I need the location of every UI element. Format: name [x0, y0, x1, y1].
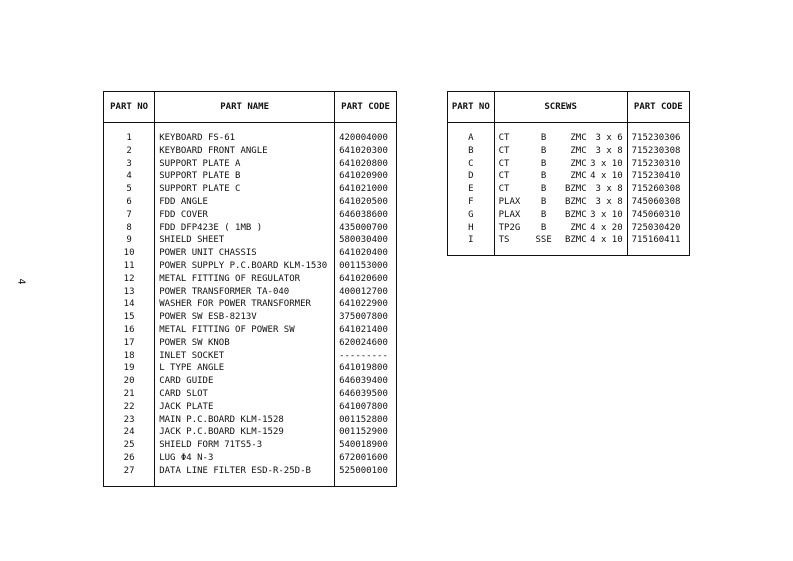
screw-b: B — [540, 171, 547, 182]
parts-table — [103, 91, 397, 487]
screws-table-body — [448, 123, 690, 256]
part-name-cell: POWER SW ESB-8213V — [155, 311, 335, 324]
screw-part-no-cell: E — [468, 184, 474, 195]
part-no-cell: 13 — [123, 286, 135, 297]
part-name-cell: SHIELD SHEET — [155, 234, 335, 247]
part-no-cell: 8 — [126, 222, 132, 233]
part-code-cell: 646038600 — [335, 209, 397, 222]
part-code-cell: 646039500 — [335, 388, 397, 401]
screw-mat: BZMC — [564, 184, 587, 195]
part-no-cell: 25 — [123, 440, 135, 451]
table-row — [104, 234, 397, 247]
part-no-cell: 27 — [123, 465, 135, 476]
part-code-cell: --------- — [335, 350, 397, 363]
screw-spec-cell — [494, 222, 627, 235]
table-row — [448, 234, 690, 255]
table-row — [448, 170, 690, 183]
part-code-cell: 620024600 — [335, 337, 397, 350]
table-row — [104, 145, 397, 158]
part-name-cell: KEYBOARD FS-61 — [155, 123, 335, 145]
screw-spec-cell — [494, 123, 627, 145]
screw-b: B — [540, 145, 547, 156]
part-code-cell: 001152800 — [335, 414, 397, 427]
screw-size: 3 x 10 — [590, 209, 623, 220]
table-row — [104, 298, 397, 311]
screw-b: B — [540, 184, 547, 195]
table-row — [448, 209, 690, 222]
part-code-cell: 641021000 — [335, 183, 397, 196]
part-code-cell: 641020600 — [335, 273, 397, 286]
part-name-cell: JACK P.C.BOARD KLM-1529 — [155, 426, 335, 439]
table-row — [104, 158, 397, 171]
screw-spec-cell — [494, 158, 627, 171]
table-row — [104, 222, 397, 235]
part-no-cell: 23 — [123, 414, 135, 425]
screw-type: CT — [498, 145, 510, 156]
part-code-cell: 641020400 — [335, 247, 397, 260]
part-name-cell: KEYBOARD FRONT ANGLE — [155, 145, 335, 158]
table-row — [104, 286, 397, 299]
screw-size: 4 x 10 — [590, 235, 623, 246]
part-name-cell: FDD COVER — [155, 209, 335, 222]
screw-mat: BZMC — [564, 196, 587, 207]
table-row — [448, 196, 690, 209]
screw-b: SSE — [535, 235, 552, 246]
part-name-cell: FDD ANGLE — [155, 196, 335, 209]
table-row — [104, 260, 397, 273]
table-row — [104, 375, 397, 388]
table-row — [104, 401, 397, 414]
screw-mat: ZMC — [570, 145, 587, 156]
part-name-cell: JACK PLATE — [155, 401, 335, 414]
screw-part-code-cell: 745060308 — [627, 196, 689, 209]
part-no-cell: 18 — [123, 350, 135, 361]
screw-part-code-cell: 715160411 — [627, 234, 689, 255]
part-no-cell: 14 — [123, 299, 135, 310]
screw-part-code-cell: 725030420 — [627, 222, 689, 235]
part-no-cell: 16 — [123, 324, 135, 335]
table-row — [104, 388, 397, 401]
part-no-cell: 17 — [123, 337, 135, 348]
part-name-cell: SUPPORT PLATE C — [155, 183, 335, 196]
screw-mat: ZMC — [570, 133, 587, 143]
screw-type: TS — [498, 235, 510, 246]
header-part-name: PART NAME — [155, 92, 335, 123]
table-row — [448, 145, 690, 158]
screw-size: 4 x 10 — [590, 171, 623, 182]
header-part-code: PART CODE — [627, 92, 689, 123]
table-row — [104, 350, 397, 363]
part-no-cell: 24 — [123, 427, 135, 438]
table-row — [448, 158, 690, 171]
screw-part-no-cell: C — [468, 158, 474, 169]
part-name-cell: CARD SLOT — [155, 388, 335, 401]
screws-header-row — [448, 92, 690, 123]
screw-spec-cell — [494, 145, 627, 158]
part-no-cell: 2 — [126, 145, 132, 156]
part-no-cell: 4 — [126, 171, 132, 182]
screw-size: 3 x 8 — [595, 184, 623, 195]
screw-spec-cell — [494, 234, 627, 255]
part-no-cell: 21 — [123, 388, 135, 399]
header-part-no: PART NO — [104, 92, 155, 123]
part-no-cell: 3 — [126, 158, 132, 169]
part-code-cell: 672001600 — [335, 452, 397, 465]
part-code-cell: 641020300 — [335, 145, 397, 158]
table-row — [104, 123, 397, 145]
part-no-cell: 10 — [123, 248, 135, 259]
part-no-cell: 11 — [123, 260, 135, 271]
part-no-cell: 26 — [123, 452, 135, 463]
part-code-cell: 375007800 — [335, 311, 397, 324]
part-name-cell: L TYPE ANGLE — [155, 362, 335, 375]
part-name-cell: MAIN P.C.BOARD KLM-1528 — [155, 414, 335, 427]
table-row — [104, 414, 397, 427]
screw-size: 4 x 20 — [590, 222, 623, 233]
table-row — [448, 123, 690, 145]
part-code-cell: 001153000 — [335, 260, 397, 273]
part-name-cell: SUPPORT PLATE A — [155, 158, 335, 171]
part-no-cell: 12 — [123, 273, 135, 284]
screw-size: 3 x 10 — [590, 158, 623, 169]
screws-table — [447, 91, 690, 256]
table-row — [104, 183, 397, 196]
part-name-cell: SHIELD FORM 71TS5-3 — [155, 439, 335, 452]
part-name-cell: DATA LINE FILTER ESD-R-25D-B — [155, 465, 335, 486]
table-row — [448, 222, 690, 235]
table-row — [448, 183, 690, 196]
table-row — [104, 439, 397, 452]
part-name-cell: CARD GUIDE — [155, 375, 335, 388]
part-code-cell: 641021400 — [335, 324, 397, 337]
screw-spec-cell — [494, 170, 627, 183]
table-row — [104, 247, 397, 260]
part-code-cell: 641020500 — [335, 196, 397, 209]
part-no-cell: 9 — [126, 235, 132, 246]
screw-part-code-cell: 715230306 — [627, 123, 689, 145]
part-no-cell: 6 — [126, 196, 132, 207]
table-row — [104, 337, 397, 350]
screw-part-code-cell: 715230410 — [627, 170, 689, 183]
part-name-cell: SUPPORT PLATE B — [155, 170, 335, 183]
table-row — [104, 465, 397, 486]
screw-b: B — [540, 222, 547, 233]
part-code-cell: 435000700 — [335, 222, 397, 235]
part-code-cell: 420004000 — [335, 123, 397, 145]
part-no-cell: 15 — [123, 312, 135, 323]
header-part-no: PART NO — [448, 92, 495, 123]
screw-mat: BZMC — [564, 235, 587, 246]
screw-b: B — [540, 158, 547, 169]
screw-part-no-cell: G — [468, 209, 474, 220]
parts-header-row — [104, 92, 397, 123]
part-no-cell: 5 — [126, 184, 132, 195]
part-name-cell: FDD DFP423E ( 1MB ) — [155, 222, 335, 235]
part-code-cell: 525000100 — [335, 465, 397, 486]
screw-part-code-cell: 715230308 — [627, 145, 689, 158]
part-name-cell: METAL FITTING OF POWER SW — [155, 324, 335, 337]
part-code-cell: 641020800 — [335, 158, 397, 171]
part-name-cell: POWER TRANSFORMER TA-040 — [155, 286, 335, 299]
header-screws: SCREWS — [494, 92, 627, 123]
table-row — [104, 311, 397, 324]
table-row — [104, 452, 397, 465]
part-no-cell: 20 — [123, 376, 135, 387]
screw-spec-cell — [494, 196, 627, 209]
part-code-cell: 646039400 — [335, 375, 397, 388]
header-part-code: PART CODE — [335, 92, 397, 123]
screw-spec-cell — [494, 209, 627, 222]
screw-mat: ZMC — [570, 158, 587, 169]
screw-spec-cell — [494, 183, 627, 196]
part-code-cell: 001152900 — [335, 426, 397, 439]
part-name-cell: LUG Φ4 N-3 — [155, 452, 335, 465]
screw-part-no-cell: I — [468, 235, 474, 246]
table-row — [104, 362, 397, 375]
parts-table-body — [104, 123, 397, 487]
screw-type: TP2G — [498, 222, 521, 233]
screw-size: 3 x 8 — [595, 196, 623, 207]
table-row — [104, 273, 397, 286]
screw-b: B — [540, 196, 547, 207]
screw-part-no-cell: F — [468, 196, 474, 207]
part-name-cell: POWER SUPPLY P.C.BOARD KLM-1530 — [155, 260, 335, 273]
part-no-cell: 19 — [123, 363, 135, 374]
screw-type: PLAX — [498, 196, 521, 207]
table-row — [104, 426, 397, 439]
screw-part-no-cell: D — [468, 171, 474, 182]
screw-b: B — [540, 133, 547, 143]
part-code-cell: 641007800 — [335, 401, 397, 414]
part-no-cell: 1 — [126, 133, 132, 143]
table-row — [104, 170, 397, 183]
screw-part-code-cell: 745060310 — [627, 209, 689, 222]
screw-part-no-cell: B — [468, 145, 474, 156]
screw-type: CT — [498, 184, 510, 195]
part-code-cell: 641019800 — [335, 362, 397, 375]
part-name-cell: POWER SW KNOB — [155, 337, 335, 350]
screw-type: CT — [498, 158, 510, 169]
screw-size: 3 x 6 — [595, 133, 623, 143]
part-code-cell: 580030400 — [335, 234, 397, 247]
screw-part-code-cell: 715230310 — [627, 158, 689, 171]
part-no-cell: 7 — [126, 209, 132, 220]
part-code-cell: 641022900 — [335, 298, 397, 311]
part-name-cell: METAL FITTING OF REGULATOR — [155, 273, 335, 286]
table-row — [104, 196, 397, 209]
table-row — [104, 209, 397, 222]
part-no-cell: 22 — [123, 401, 135, 412]
screw-type: CT — [498, 133, 510, 143]
screw-b: B — [540, 209, 547, 220]
part-code-cell: 540018900 — [335, 439, 397, 452]
part-code-cell: 641020900 — [335, 170, 397, 183]
screw-mat: ZMC — [570, 171, 587, 182]
screw-type: CT — [498, 171, 510, 182]
part-name-cell: WASHER FOR POWER TRANSFORMER — [155, 298, 335, 311]
screw-mat: ZMC — [570, 222, 587, 233]
screw-part-code-cell: 715260308 — [627, 183, 689, 196]
table-row — [104, 324, 397, 337]
screw-part-no-cell: H — [468, 222, 474, 233]
screw-type: PLAX — [498, 209, 521, 220]
part-name-cell: INLET SOCKET — [155, 350, 335, 363]
part-name-cell: POWER UNIT CHASSIS — [155, 247, 335, 260]
page-number: 4 — [15, 278, 27, 285]
screw-part-no-cell: A — [468, 133, 474, 143]
part-code-cell: 400012700 — [335, 286, 397, 299]
screw-mat: BZMC — [564, 209, 587, 220]
screw-size: 3 x 8 — [595, 145, 623, 156]
